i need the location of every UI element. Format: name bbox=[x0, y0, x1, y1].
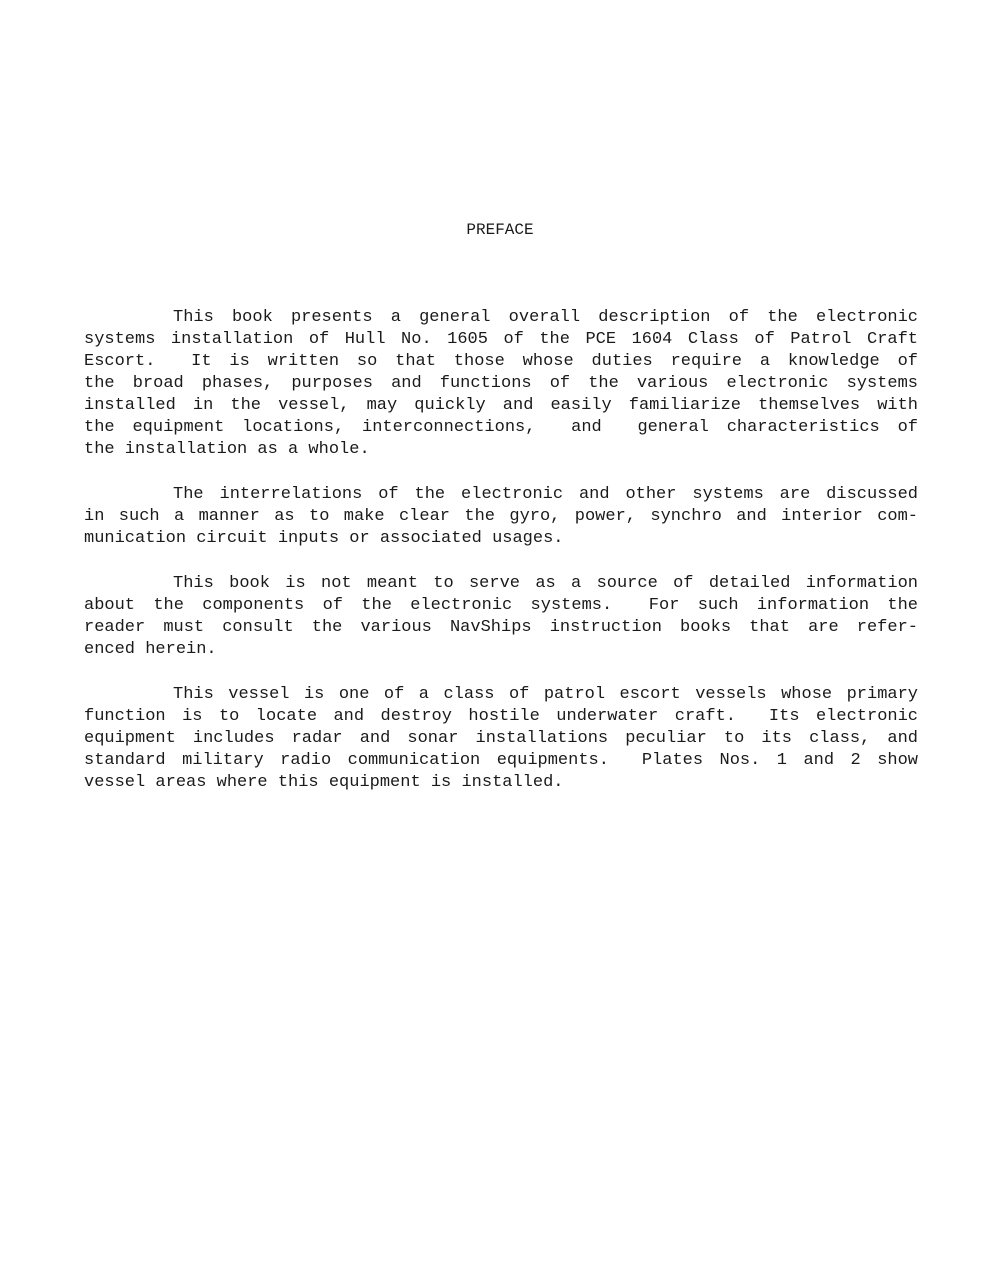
paragraph-line: munication circuit inputs or associated usages. bbox=[84, 529, 564, 548]
paragraph-4 bbox=[84, 684, 918, 794]
paragraph-line: equipment includes radar and sonar installations peculiar to its class, and bbox=[84, 729, 918, 748]
paragraph-line: in such a manner as to make clear the gyro, power, synchro and interior com- bbox=[84, 507, 918, 526]
paragraph-line: Escort. It is written so that those whose duties require a knowledge of bbox=[84, 352, 918, 371]
paragraph-line: the installation as a whole. bbox=[84, 440, 370, 459]
paragraph-2 bbox=[84, 484, 918, 550]
paragraph-line: This book is not meant to serve as a source of detailed information bbox=[173, 574, 918, 593]
paragraph-1 bbox=[84, 307, 918, 461]
paragraph-line: installed in the vessel, may quickly and easily familiarize themselves with bbox=[84, 396, 918, 415]
paragraph-line: This book presents a general overall description of the electronic bbox=[173, 308, 918, 327]
page-title: PREFACE bbox=[466, 221, 534, 239]
paragraph-line: the broad phases, purposes and functions of the various electronic systems bbox=[84, 374, 918, 393]
paragraph-line: This vessel is one of a class of patrol escort vessels whose primary bbox=[173, 685, 918, 704]
paragraph-line: function is to locate and destroy hostile underwater craft. Its electronic bbox=[84, 707, 918, 726]
paragraph-line: vessel areas where this equipment is installed. bbox=[84, 773, 564, 792]
paragraph-line: the equipment locations, interconnections, and general characteristics of bbox=[84, 418, 918, 437]
paragraph-line: reader must consult the various NavShips instruction books that are refer- bbox=[84, 618, 918, 637]
paragraph-line: systems installation of Hull No. 1605 of the PCE 1604 Class of Patrol Craft bbox=[84, 330, 918, 349]
paragraph-line: enced herein. bbox=[84, 640, 217, 659]
paragraph-line: standard military radio communication equipments. Plates Nos. 1 and 2 show bbox=[84, 751, 918, 770]
paragraph-3 bbox=[84, 573, 918, 661]
paragraph-line: about the components of the electronic systems. For such information the bbox=[84, 596, 918, 615]
paragraph-line: The interrelations of the electronic and other systems are discussed bbox=[173, 485, 918, 504]
